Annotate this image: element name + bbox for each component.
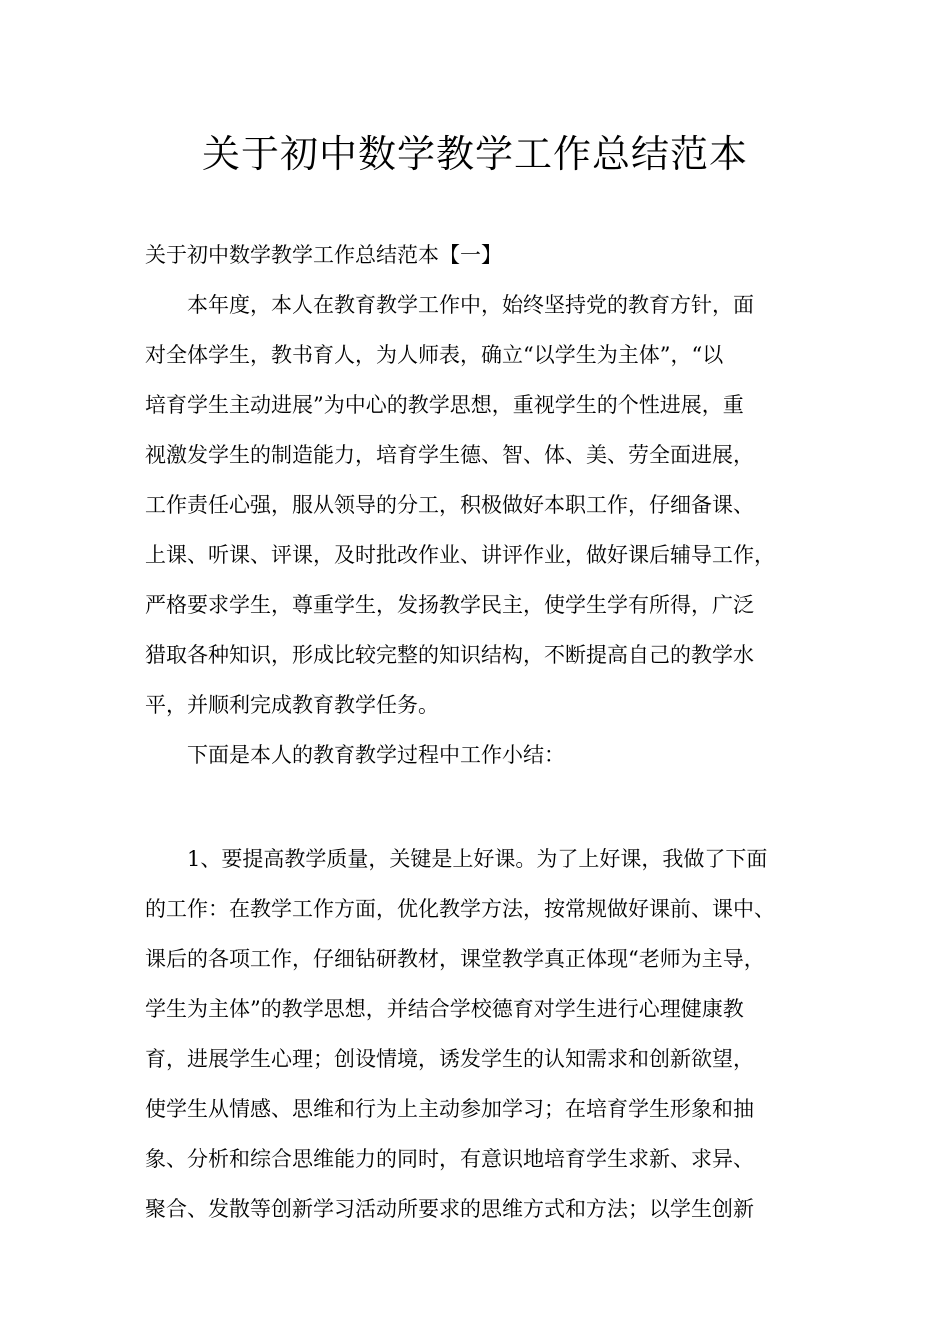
paragraph-line: 使学生从情感、思维和行为上主动参加学习；在培育学生形象和抽 xyxy=(145,1097,754,1121)
paragraph-spacer xyxy=(145,780,821,834)
paragraph-line: 下面是本人的教育教学过程中工作小结： xyxy=(187,743,565,767)
paragraph-intro xyxy=(145,280,821,730)
paragraph-line: 严格要求学生，尊重学生，发扬教学民主，使学生学有所得，广泛 xyxy=(145,593,754,617)
paragraph-line: 平，并顺利完成教育教学任务。 xyxy=(145,693,439,717)
paragraph-summary-lead xyxy=(145,730,821,780)
paragraph-line: 育，进展学生心理；创设情境，诱发学生的认知需求和创新欲望， xyxy=(145,1047,754,1071)
paragraph-line: 对全体学生，教书育人，为人师表，确立“以学生为主体”，“以 xyxy=(145,343,724,367)
paragraph-line: 象、分析和综合思维能力的同时，有意识地培育学生求新、求异、 xyxy=(145,1147,754,1171)
paragraph-line: 聚合、发散等创新学习活动所要求的思维方式和方法；以学生创新 xyxy=(145,1197,754,1221)
paragraph-line: 培育学生主动进展”为中心的教学思想，重视学生的个性进展，重 xyxy=(145,393,744,417)
paragraph-line: 猎取各种知识，形成比较完整的知识结构，不断提高自己的教学水 xyxy=(145,643,754,667)
paragraph-line: 视激发学生的制造能力，培育学生德、智、体、美、劳全面进展， xyxy=(145,443,754,467)
paragraph-line: 的工作：在教学工作方面，优化教学方法，按常规做好课前、课中、 xyxy=(145,897,775,921)
paragraph-line: 1、要提高教学质量，关键是上好课。为了上好课，我做了下面 xyxy=(187,847,768,871)
paragraph-line: 课后的各项工作，仔细钻研教材，课堂教学真正体现“老师为主导， xyxy=(145,947,765,971)
paragraph-line: 学生为主体”的教学思想，并结合学校德育对学生进行心理健康教 xyxy=(145,997,744,1021)
paragraph-line: 本年度，本人在教育教学工作中，始终坚持党的教育方针，面 xyxy=(187,293,754,317)
section-subheading: 关于初中数学教学工作总结范本【一】 xyxy=(145,243,502,267)
paragraph-point-1 xyxy=(145,834,821,1234)
document-body xyxy=(145,230,821,1234)
paragraph-line: 上课、听课、评课，及时批改作业、讲评作业，做好课后辅导工作， xyxy=(145,543,775,567)
document-title: 关于初中数学教学工作总结范本 xyxy=(201,132,748,176)
paragraph-line: 工作责任心强，服从领导的分工，积极做好本职工作，仔细备课、 xyxy=(145,493,754,517)
